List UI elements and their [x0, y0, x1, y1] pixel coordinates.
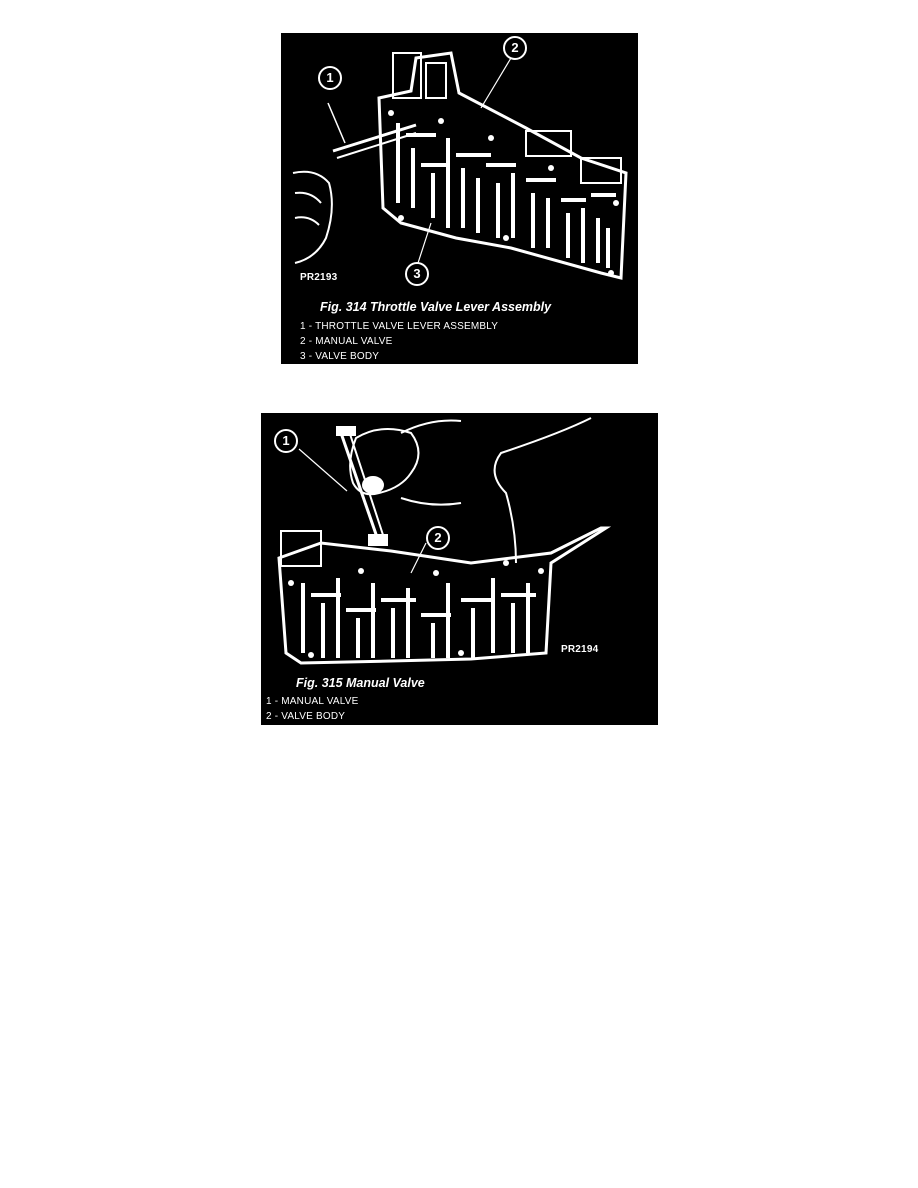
legend-item: 2 - MANUAL VALVE [300, 336, 393, 347]
callout-1: 1 [318, 66, 342, 90]
legend-item: 2 - VALVE BODY [266, 711, 346, 722]
callout-1: 1 [274, 429, 298, 453]
figure-caption: Fig. 314 Throttle Valve Lever Assembly [320, 300, 552, 314]
legend-item: 1 - MANUAL VALVE [266, 696, 359, 707]
figure-legend [266, 694, 359, 724]
callout-2: 2 [426, 526, 450, 550]
figure-314 [281, 33, 638, 364]
figure-legend [300, 319, 498, 364]
figure-caption: Fig. 315 Manual Valve [296, 676, 425, 690]
figure-code: PR2193 [300, 272, 338, 283]
figure-315 [261, 413, 658, 725]
legend-item: 3 - VALVE BODY [300, 351, 380, 362]
callout-3: 3 [405, 262, 429, 286]
legend-item: 1 - THROTTLE VALVE LEVER ASSEMBLY [300, 321, 499, 332]
figure-code: PR2194 [561, 644, 599, 655]
callout-2: 2 [503, 36, 527, 60]
